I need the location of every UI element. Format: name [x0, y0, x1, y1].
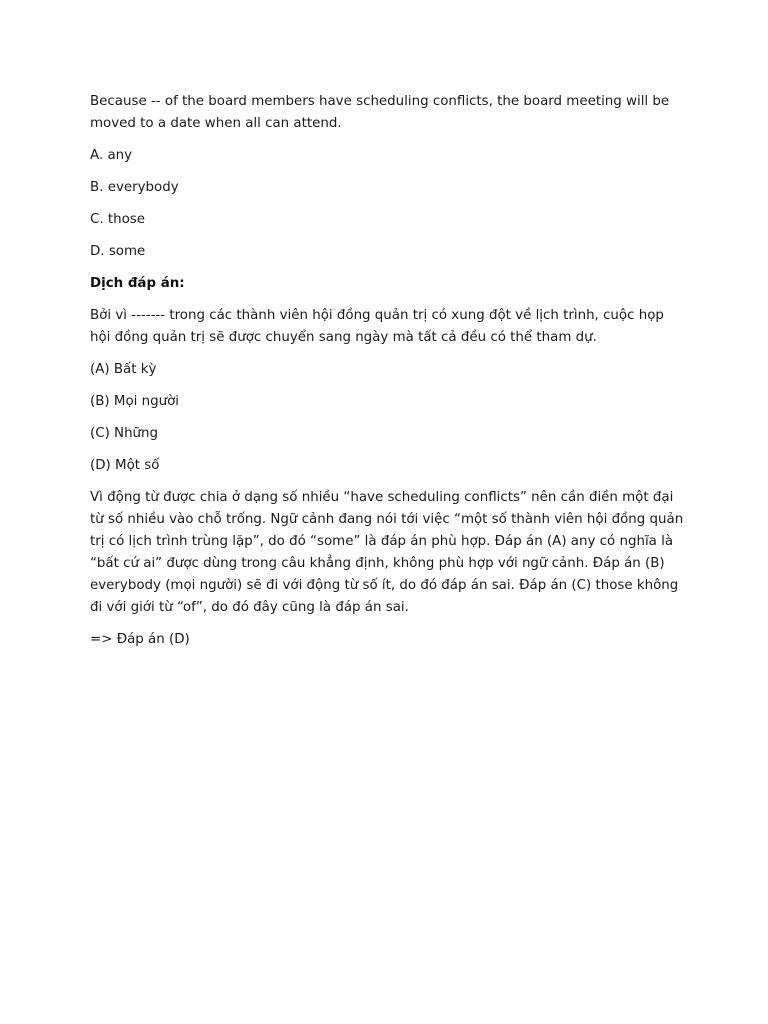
- translation-option-b: (B) Mọi người: [90, 394, 180, 409]
- question-option-a: A. any: [90, 148, 133, 163]
- question-text: Because -- of the board members have scheduling conflicts, the board meeting will be moved to a date when all can attend.: [90, 94, 670, 131]
- question-option-c: C. those: [90, 212, 146, 227]
- translation-option-d: (D) Một số: [90, 458, 160, 473]
- translation-heading: Dịch đáp án:: [90, 276, 185, 291]
- question-option-d: D. some: [90, 244, 146, 259]
- translation-option-a: (A) Bất kỳ: [90, 362, 157, 377]
- answer-line: => Đáp án (D): [90, 632, 190, 647]
- translation-option-c: (C) Những: [90, 426, 159, 441]
- document-page: [90, 91, 686, 661]
- question-option-b: B. everybody: [90, 180, 179, 195]
- translation-text: Bởi vì ------- trong các thành viên hội đồng quản trị có xung đột về lịch trình, cuộc họp hội đồng quản trị sẽ được chuyển sang ngày mà tất cả đều có thể tham dự.: [90, 308, 664, 345]
- explanation-text: Vì động từ được chia ở dạng số nhiều “have scheduling conflicts” nên cần điền một đại từ số nhiều vào chỗ trống. Ngữ cảnh đang nói tới việc “một số thành viên hội đồng quản trị có lịch trình trùng lặp”, do đó “some” là đáp án phù hợp. Đáp án (A) any có nghĩa là “bất cứ ai” được dùng trong câu khẳng định, không phù hợp với ngữ cảnh. Đáp án (B) everybody (mọi người) sẽ đi với động từ số ít, do đó đáp án sai. Đáp án (C) those không đi với giới từ “of”, do đó đây cũng là đáp án sai.: [90, 490, 684, 615]
